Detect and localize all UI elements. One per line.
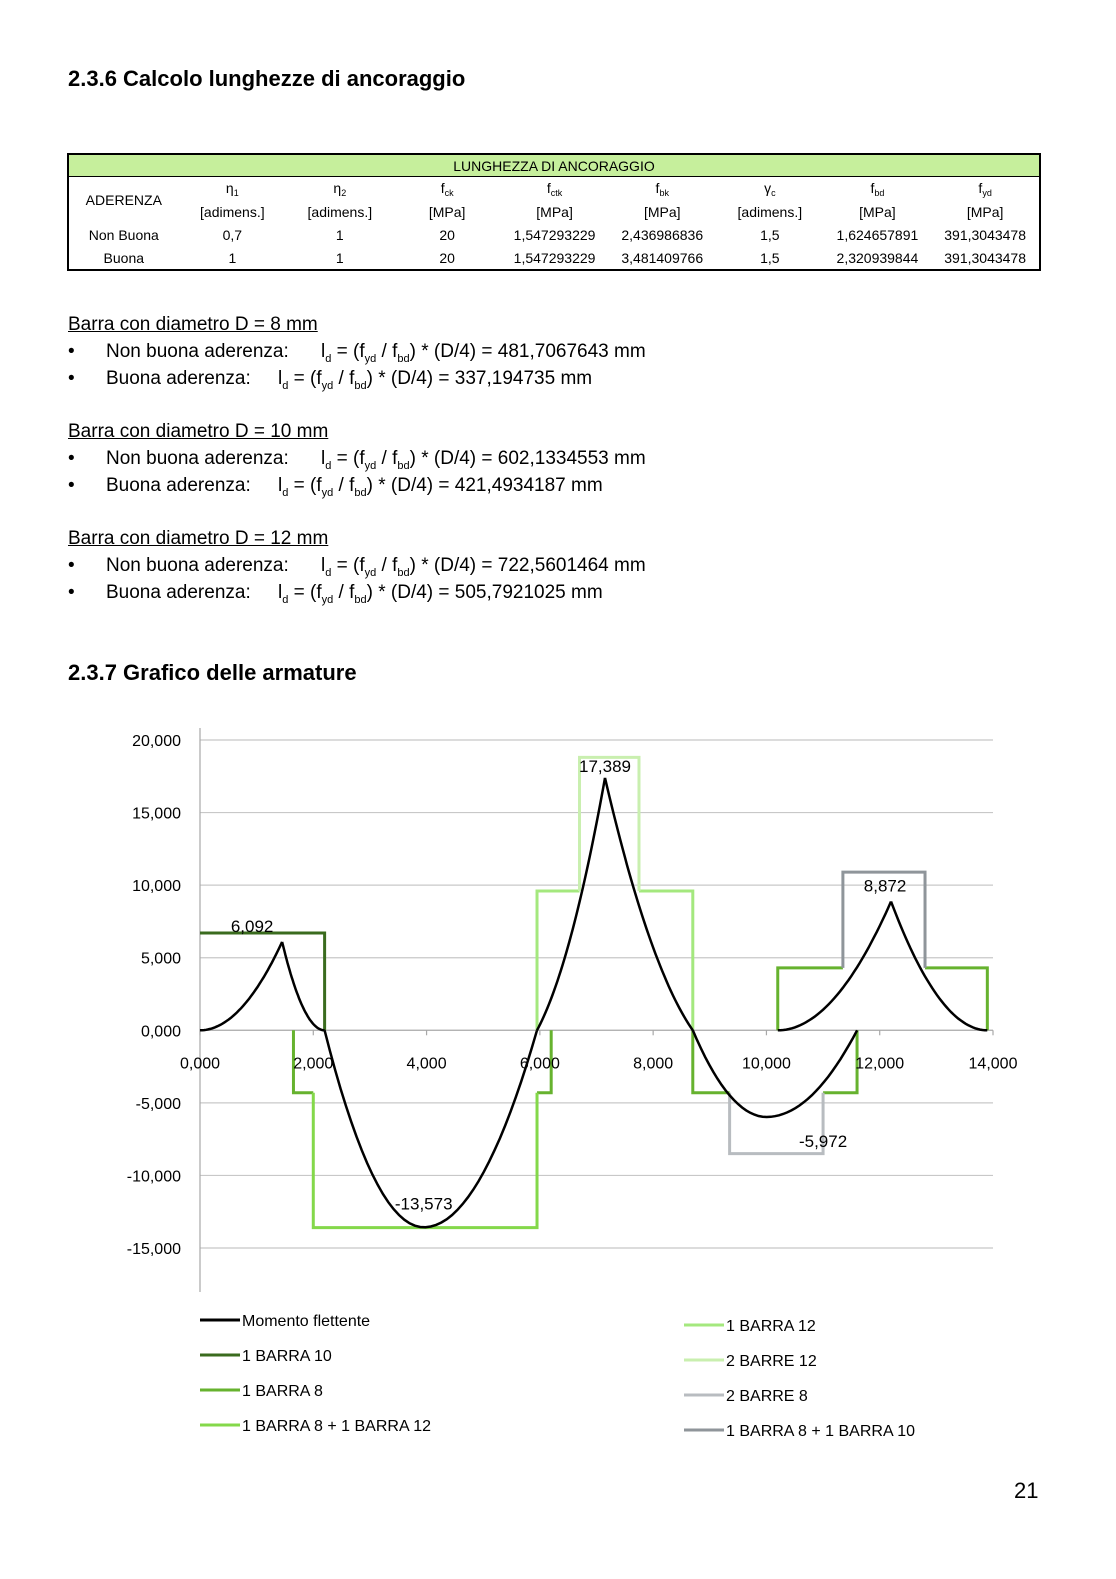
series-1-barra-12 [639, 891, 693, 1030]
bullet-dot: • [68, 368, 75, 389]
legend-label: 1 BARRA 8 [242, 1383, 323, 1400]
moment-curve-segment [693, 1030, 857, 1117]
table-cell: 20 [439, 249, 455, 266]
legend-label: 1 BARRA 12 [726, 1318, 816, 1335]
formula-label: Non buona aderenza: [106, 341, 289, 362]
x-tick-label: 10,000 [741, 1055, 791, 1073]
x-tick-label: 14,000 [968, 1055, 1018, 1073]
data-label: -13,573 [394, 1194, 453, 1214]
y-tick-label: 20,000 [132, 733, 181, 750]
series-1-barra-8 [693, 1030, 730, 1092]
table-cell: 391,3043478 [944, 226, 1027, 243]
legend-label: 2 BARRE 12 [726, 1353, 817, 1370]
moment-curve-segment [605, 778, 693, 1030]
x-tick-label: 4,000 [406, 1055, 447, 1073]
formula-result: 421,4934187 mm [454, 475, 603, 496]
formula-label: Buona aderenza: [106, 582, 251, 603]
y-tick-label: -5,000 [135, 1095, 181, 1113]
moment-curve-segment [282, 942, 325, 1030]
header-gammac: $\gamma_c$ [764, 179, 776, 198]
unit-cell: [MPa] [643, 203, 681, 220]
data-label: 8,872 [863, 876, 907, 896]
table-cell: 1 [335, 249, 344, 266]
bar-title-d12: Barra con diametro D = 12 mm [68, 528, 329, 549]
section-heading-236: 2.3.6 Calcolo lunghezze di ancoraggio [68, 66, 466, 91]
y-tick-label: 15,000 [132, 805, 181, 823]
y-tick-label: 0,000 [140, 1023, 181, 1041]
formula-expression: $l_d = (f_{yd} / f_{bd}) * (D/4) = 505,7921025$ mm [278, 582, 603, 606]
formula-result: 505,7921025 mm [454, 582, 603, 603]
formula-expression: $l_d = (f_{yd} / f_{bd}) * (D/4) = 481,7067643$ mm [321, 341, 646, 365]
unit-cell: [MPa] [966, 203, 1004, 220]
formula-result: 722,5601464 mm [497, 555, 646, 576]
series-2-barre-12 [580, 757, 639, 891]
row-label: Buona [103, 249, 145, 266]
data-label: 17,389 [578, 756, 631, 776]
header-fck: $f_{ck}$ [440, 179, 454, 198]
legend-label: Momento flettente [242, 1313, 371, 1330]
series-1-barra-12 [537, 891, 579, 1030]
table-cell: 1,5 [760, 249, 780, 266]
header-eta2: $\eta_2$ [333, 179, 347, 198]
header-eta1: $\eta_1$ [225, 179, 239, 198]
bullet-dot: • [68, 555, 75, 576]
data-label: -5,972 [798, 1131, 848, 1151]
table-cell: 0,7 [222, 226, 243, 243]
header-fyd: $f_{yd}$ [978, 179, 992, 198]
formula-result: 337,194735 mm [454, 368, 593, 389]
unit-cell: [adimens.] [307, 203, 373, 220]
moment-curve-segment [778, 902, 891, 1031]
table-cell: 1,5 [760, 226, 780, 243]
table-cell: 1 [228, 249, 237, 266]
page-number: 21 [1014, 1478, 1039, 1503]
header-fctk: $f_{ctk}$ [546, 179, 563, 198]
unit-cell: [adimens.] [200, 203, 265, 220]
table-cell: 2,320939844 [836, 249, 919, 266]
legend-label: 1 BARRA 8 + 1 BARRA 12 [242, 1418, 431, 1435]
section-heading-237: 2.3.7 Grafico delle armature [68, 660, 357, 685]
moment-curve-segment [200, 942, 282, 1030]
x-tick-label: 6,000 [519, 1055, 560, 1073]
bullet-dot: • [68, 341, 75, 362]
formula-label: Non buona aderenza: [106, 555, 289, 576]
table-cell: 1,547293229 [513, 249, 596, 266]
header-aderenza: ADERENZA [85, 192, 162, 208]
x-tick-label: 8,000 [633, 1055, 674, 1073]
unit-cell: [MPa] [428, 203, 466, 220]
bar-title-d8: Barra con diametro D = 8 mm [68, 314, 318, 335]
formula-result: 481,7067643 mm [497, 341, 646, 362]
moment-curve-segment [537, 778, 605, 1030]
table-cell: 2,436986836 [621, 226, 704, 243]
formula-expression: $l_d = (f_{yd} / f_{bd}) * (D/4) = 421,4934187$ mm [278, 475, 603, 499]
table-cell: 3,481409766 [621, 249, 704, 266]
y-tick-label: -10,000 [126, 1168, 181, 1186]
data-label: 6,092 [230, 916, 274, 936]
unit-cell: [adimens.] [737, 203, 803, 220]
table-cell: 1,547293229 [513, 226, 596, 243]
bar-title-d10: Barra con diametro D = 10 mm [68, 421, 329, 442]
row-label: Non Buona [88, 226, 159, 243]
table-cell: 391,3043478 [944, 249, 1027, 266]
bullet-dot: • [68, 475, 75, 496]
formula-label: Buona aderenza: [106, 475, 251, 496]
y-tick-label: 10,000 [132, 878, 181, 896]
formula-expression: $l_d = (f_{yd} / f_{bd}) * (D/4) = 337,194735$ mm [278, 368, 593, 392]
legend-label: 1 BARRA 8 + 1 BARRA 10 [726, 1423, 915, 1440]
table-cell: 20 [439, 226, 455, 243]
legend-label: 1 BARRA 10 [242, 1348, 332, 1365]
formula-expression: $l_d = (f_{yd} / f_{bd}) * (D/4) = 602,1334553$ mm [321, 448, 646, 472]
formula-result: 602,1334553 mm [497, 448, 646, 469]
table-title: LUNGHEZZA DI ANCORAGGIO [68, 154, 1040, 177]
unit-cell: [MPa] [536, 203, 573, 220]
x-tick-label: 12,000 [855, 1055, 905, 1073]
formula-label: Buona aderenza: [106, 368, 251, 389]
y-tick-label: 5,000 [140, 950, 181, 968]
header-fbk: $f_{bk}$ [655, 179, 669, 198]
moment-curve-segment [891, 902, 987, 1031]
formula-expression: $l_d = (f_{yd} / f_{bd}) * (D/4) = 722,5601464$ mm [321, 555, 646, 579]
table-cell: 1 [335, 226, 344, 243]
legend-label: 2 BARRE 8 [726, 1388, 808, 1405]
table-cell: 1,624657891 [836, 226, 919, 243]
series-1-barra-8 [925, 968, 987, 1030]
y-tick-label: -15,000 [126, 1241, 181, 1258]
unit-cell: [MPa] [859, 203, 896, 220]
header-fbd: $f_{bd}$ [870, 179, 885, 198]
formula-label: Non buona aderenza: [106, 448, 289, 469]
x-tick-label: 0,000 [179, 1055, 221, 1073]
bullet-dot: • [68, 582, 75, 603]
x-tick-label: 2,000 [293, 1055, 334, 1073]
bullet-dot: • [68, 448, 75, 469]
